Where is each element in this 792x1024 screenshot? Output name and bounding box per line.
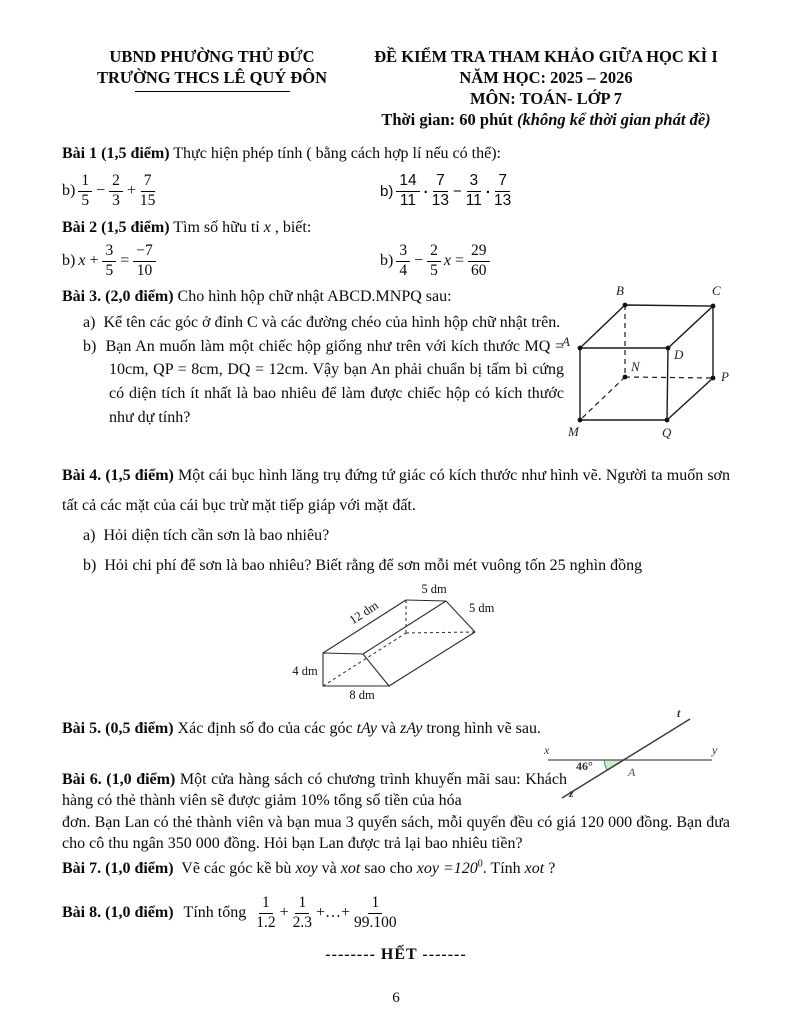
angle-name-xot: xot <box>524 860 545 877</box>
fraction: $\frac{1}{99.100}$ <box>354 893 397 931</box>
problem-1b-right <box>380 173 511 209</box>
expression <box>62 243 156 279</box>
item-mark: b) <box>380 182 394 200</box>
problem-4-label: Bài 4. (1,5 điểm) <box>62 467 174 484</box>
operator: + <box>279 903 289 921</box>
fraction: $\frac{7}{15}$ <box>139 171 156 209</box>
figure-cuboid <box>550 278 750 455</box>
problem-8-label: Bài 8. (1,0 điểm) <box>62 903 174 921</box>
fraction: $\frac{2}{3}$ <box>109 173 123 209</box>
vertex-label-m: M <box>568 424 579 439</box>
variable-x: x <box>443 251 451 269</box>
problem-7-label: Bài 7. (1,0 điểm) <box>62 860 174 877</box>
fraction: $\frac{3}{4}$ <box>396 243 410 279</box>
problem-1b-left <box>62 173 380 209</box>
expression <box>62 173 155 209</box>
text-run: và <box>377 720 401 737</box>
fraction: $\frac{1}{2.3}$ <box>292 893 312 931</box>
problem-5-label: Bài 5. (0,5 điểm) <box>62 720 174 737</box>
text-run: . Tính <box>482 860 525 877</box>
figure-angle <box>540 706 785 811</box>
expression <box>380 243 490 279</box>
angle-name-zAy: zAy <box>400 720 423 737</box>
text-run: ? <box>544 860 556 877</box>
item-mark: b) <box>62 251 76 269</box>
end-mark: -------- HẾT ------- <box>325 946 467 963</box>
fraction: $\frac{3}{5}$ <box>102 243 116 279</box>
problem-8-intro: Tính tổng <box>183 903 247 921</box>
vertex-label-p: P <box>721 369 729 384</box>
header-school-name: TRƯỜNG THCS LÊ QUÝ ĐÔN <box>96 68 328 88</box>
fraction: $\frac{29}{60}$ <box>468 243 490 279</box>
problem-2-heading <box>62 217 730 239</box>
vertex-dots <box>578 303 716 423</box>
angle-measure-label: 46° <box>576 759 593 773</box>
dim-label-bottom: 8 dm <box>349 688 375 702</box>
item-text: Hỏi chi phí để sơn là bao nhiêu? Biết rằng để sơn mỗi mét vuông tốn 25 nghìn đồng <box>104 556 643 574</box>
problem-1-heading <box>62 143 730 165</box>
exam-title: ĐỀ KIỂM TRA THAM KHẢO GIỮA HỌC KÌ I <box>374 47 718 66</box>
item-mark: b) <box>83 556 97 574</box>
item-text: Kể tên các góc ở đỉnh C và các đường chéo của hình hộp chữ nhật trên. <box>103 314 561 331</box>
vertex-label-c: C <box>712 283 721 298</box>
variable-x: x <box>263 219 271 236</box>
prism-drawing <box>283 580 523 705</box>
item-mark: a) <box>83 314 96 331</box>
problem-1-intro: Thực hiện phép tính ( bằng cách hợp lí nếu có thể): <box>173 145 501 162</box>
fraction: $\frac{7}{13}$ <box>494 171 512 209</box>
problem-3-item-b <box>62 335 564 430</box>
operator: − <box>96 181 106 199</box>
problem-2b-left <box>62 243 380 279</box>
equals-sign: = <box>120 251 130 269</box>
problem-4 <box>62 461 730 581</box>
multiply-dot: . <box>423 179 428 197</box>
equals-sign: = <box>454 251 464 269</box>
angle-name-xoy: xoy <box>416 860 439 877</box>
item-mark: a) <box>83 526 96 544</box>
vertex-label-n: N <box>631 359 640 374</box>
problem-6-part2 <box>62 812 730 855</box>
equation: =120 <box>438 860 478 877</box>
time-limit: Thời gian: 60 phút <box>381 110 513 130</box>
problem-5 <box>62 715 549 742</box>
vertex-label-a: A <box>562 334 570 349</box>
problem-6-text2: đơn. Bạn Lan có thẻ thành viên và bạn mua 3 quyển sách, mỗi quyển đều có giá 120 000 đồng. Bạn đưa cho cô thu ngân 350 000 đồng. Hỏi bạn Lan được trả lại bao nhiêu tiền? <box>62 814 730 853</box>
problem-3-items <box>62 311 564 429</box>
fraction: $\frac{3}{11}$ <box>465 171 482 209</box>
operator: +…+ <box>316 903 351 921</box>
problem-5-text <box>62 715 549 742</box>
expression <box>380 173 511 209</box>
fraction: $\frac{-7}{10}$ <box>133 243 156 279</box>
multiply-dot: . <box>485 179 491 197</box>
problem-2 <box>62 217 730 239</box>
variable-x: x <box>78 251 86 269</box>
operator: − <box>453 182 462 200</box>
problem-2b-right <box>380 243 490 279</box>
dim-label-slant: 5 dm <box>469 601 495 615</box>
problem-1 <box>62 143 730 165</box>
problem-1-expressions <box>62 170 730 212</box>
header <box>62 46 730 130</box>
fraction: $\frac{7}{13}$ <box>431 171 450 209</box>
subject-grade: MÔN: TOÁN- LỚP 7 <box>469 89 623 109</box>
item-mark: b) <box>62 181 76 199</box>
ray-label-y: y <box>712 743 718 757</box>
fraction: $\frac{1}{5}$ <box>78 173 92 209</box>
problem-8 <box>62 892 730 934</box>
text-run: Xác định số đo của các góc <box>177 720 357 737</box>
problem-2-intro: Tìm số hữu tỉ <box>173 219 264 236</box>
fraction: $\frac{14}{11}$ <box>396 173 419 209</box>
angle-name-tAy: tAy <box>356 720 378 737</box>
angle-name-xoy: xoy <box>295 860 318 877</box>
problem-1-label: Bài 1 (1,5 điểm) <box>62 145 170 162</box>
problem-3-intro: Cho hình hộp chữ nhật ABCD.MNPQ sau: <box>177 288 452 305</box>
problem-7 <box>62 858 730 880</box>
vertex-label-q: Q <box>662 425 672 440</box>
operator: + <box>126 181 136 199</box>
problem-4-body: Một cái bục hình lăng trụ đứng tứ giác có kích thước như hình vẽ. Người ta muốn sơn tất cả các mặt của cái bục trừ mặt tiếp giáp với mặt đất. <box>62 467 731 514</box>
ray-label-t: t <box>677 706 681 720</box>
vertex-label-A: A <box>628 765 636 779</box>
header-school-block <box>62 46 362 130</box>
text-run: sao cho <box>360 860 417 877</box>
problem-2-expressions <box>62 240 730 282</box>
dim-label-height: 4 dm <box>292 664 318 678</box>
operator: − <box>414 251 424 269</box>
cuboid-drawing <box>550 278 750 450</box>
fraction: $\frac{2}{5}$ <box>427 243 441 279</box>
time-note: (không kể thời gian phát đề) <box>517 110 711 130</box>
problem-3-item-a <box>62 311 564 335</box>
problem-2-label: Bài 2 (1,5 điểm) <box>62 219 170 236</box>
problem-6-part1 <box>62 769 567 811</box>
text-run: Vẽ các góc kề bù <box>181 860 296 877</box>
vertex-label-b: B <box>616 283 624 298</box>
vertex-label-d: D <box>674 347 684 362</box>
degree-exponent: 0 <box>477 858 483 870</box>
item-text: Bạn An muốn làm một chiếc hộp giống như trên với kích thước MQ = 10cm, QP = 8cm, DQ = 12cm. Vậy bạn An phải chuẩn bị tấm bì cứng có diện tích ít nhất là bao nhiêu để làm được chiếc hộp có kích thước như dự tính? <box>105 337 565 426</box>
problem-7-text <box>62 858 730 880</box>
ray-label-x: x <box>544 743 550 757</box>
item-mark: b) <box>380 251 394 269</box>
angle-drawing <box>540 706 785 806</box>
problem-4-item-a <box>62 521 730 551</box>
problem-6-text1 <box>62 769 567 811</box>
header-org-name: UBND PHƯỜNG THỦ ĐỨC <box>109 47 315 66</box>
text-run: và <box>317 860 341 877</box>
angle-name-xot: xot <box>340 860 361 877</box>
problem-4-item-b <box>62 551 730 581</box>
text-run: Một cửa hàng sách có chương trình khuyến mãi sau: Khách hàng có thẻ thành viên sẽ được giảm 10% tổng số tiền của hóa <box>62 771 568 810</box>
problem-4-text <box>62 461 730 521</box>
header-exam-block <box>362 46 730 130</box>
dim-label-length: 12 dm <box>346 598 381 628</box>
problem-3-label: Bài 3. (2,0 điểm) <box>62 288 174 305</box>
figure-prism <box>283 580 523 710</box>
problem-6-label: Bài 6. (1,0 điểm) <box>62 771 176 788</box>
time-limit-line <box>362 109 730 130</box>
school-year: NĂM HỌC: 2025 – 2026 <box>459 68 633 88</box>
problem-8-line <box>62 895 397 931</box>
item-text: Hỏi diện tích cần sơn là bao nhiêu? <box>103 526 330 544</box>
item-mark: b) <box>83 337 97 355</box>
text-run: trong hình vẽ sau. <box>422 720 542 737</box>
ray-label-z: z <box>569 786 574 800</box>
fraction: $\frac{1}{1.2}$ <box>256 893 276 931</box>
operator: + <box>89 251 99 269</box>
dim-label-top: 5 dm <box>421 582 447 596</box>
page-number: 6 <box>392 990 400 1006</box>
header-underline <box>135 91 290 92</box>
problem-2-intro-tail: , biết: <box>270 219 312 236</box>
